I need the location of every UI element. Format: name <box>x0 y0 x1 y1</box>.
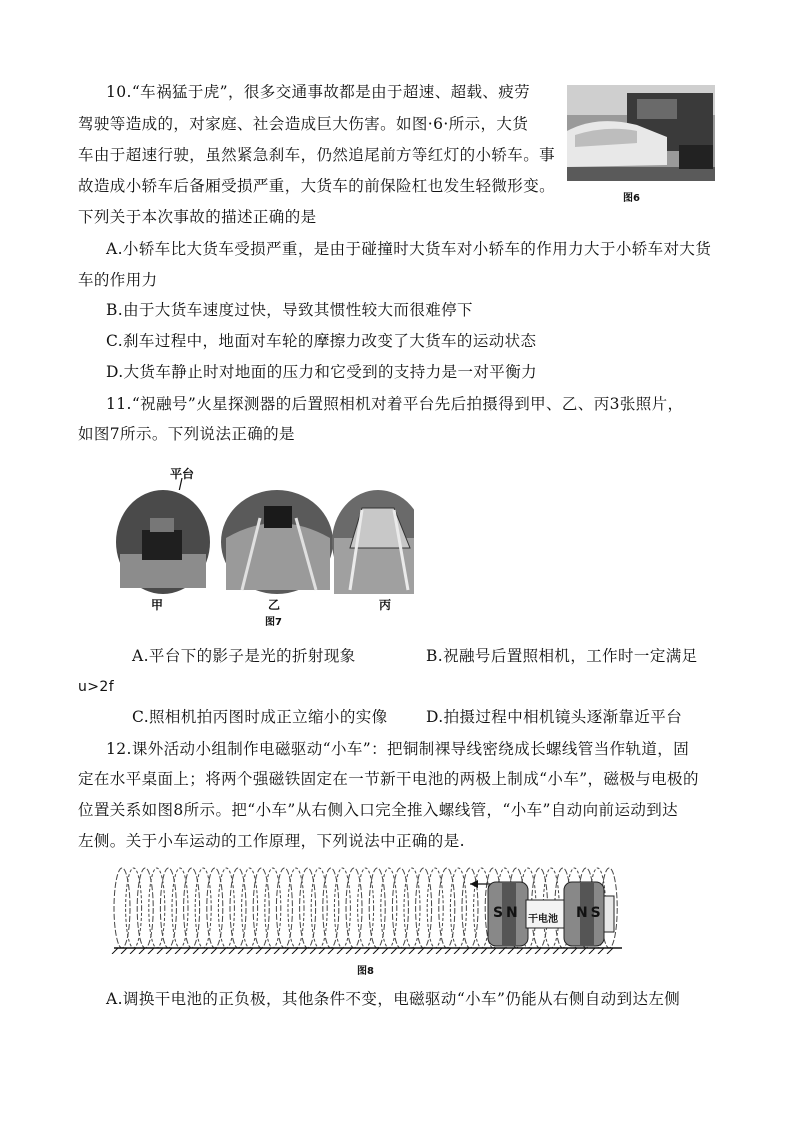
ground-hatch <box>256 948 262 954</box>
ground-hatch <box>391 948 397 954</box>
ground-hatch <box>202 948 208 954</box>
ground-hatch <box>373 948 379 954</box>
ground-hatch <box>220 948 226 954</box>
q10-option-a-line-2: 车的作用力 <box>78 271 158 289</box>
ground-hatch <box>328 948 334 954</box>
ground-hatch <box>112 948 118 954</box>
figure-8-caption: 图8 <box>357 966 374 977</box>
photo-label-bing: 丙 <box>379 598 392 612</box>
q10-option-c: C.刹车过程中，地面对车轮的摩擦力改变了大货车的运动状态 <box>106 332 537 350</box>
coil-loop <box>218 868 234 948</box>
ground-hatch <box>445 948 451 954</box>
ground-hatch <box>454 948 460 954</box>
ground-hatch <box>193 948 199 954</box>
ground-hatch <box>472 948 478 954</box>
ground-hatch <box>571 948 577 954</box>
ground-hatch <box>409 948 415 954</box>
ground-hatch <box>265 948 271 954</box>
coil-loop <box>288 868 304 948</box>
ground-hatch <box>238 948 244 954</box>
photo-label-yi: 乙 <box>268 598 281 612</box>
ground-hatch <box>607 948 613 954</box>
coil-loop <box>358 868 374 948</box>
q11-option-b: B.祝融号后置照相机，工作时一定满足 <box>426 647 698 665</box>
figure-6-caption: 图6 <box>623 193 640 204</box>
q10-option-d: D.大货车静止时对地面的压力和它受到的支持力是一对平衡力 <box>106 363 538 381</box>
ground-hatch <box>355 948 361 954</box>
platform-label: 平台 <box>170 467 195 481</box>
q10-option-a-line-1: A.小轿车比大货车受损严重，是由于碰撞时大货车对小轿车的作用力大于小轿车对大货 <box>106 240 712 258</box>
q10-line-3: 车由于超速行驶，虽然紧急刹车，仍然追尾前方等红灯的小轿车。事 <box>78 146 556 164</box>
ground-hatch <box>598 948 604 954</box>
q11-line-1: 11.“祝融号”火星探测器的后置照相机对着平台先后拍摄得到甲、乙、丙3张照片， <box>106 395 684 413</box>
figure-7-photos <box>114 478 414 594</box>
coil-loop <box>450 868 466 948</box>
ground-hatch <box>310 948 316 954</box>
ground-hatch <box>130 948 136 954</box>
ground-hatch <box>229 948 235 954</box>
ground-hatch <box>463 948 469 954</box>
battery-label: 干电池 <box>528 914 558 925</box>
ground-hatch <box>382 948 388 954</box>
q11-option-b-cont: u>2f <box>78 679 115 695</box>
ground-hatch <box>436 948 442 954</box>
q10-line-1: 10.“车祸猛于虎”，很多交通事故都是由于超速、超载、疲劳 <box>106 83 531 101</box>
ground-hatch <box>418 948 424 954</box>
ground-hatch <box>337 948 343 954</box>
ground-hatch <box>319 948 325 954</box>
coil-loop <box>242 868 258 948</box>
ground-hatch <box>184 948 190 954</box>
coil-loop <box>427 868 443 948</box>
ground-hatch <box>508 948 514 954</box>
ground-hatch <box>517 948 523 954</box>
ground-hatch <box>121 948 127 954</box>
q10-line-5: 下列关于本次事故的描述正确的是 <box>78 208 317 226</box>
ground-hatch <box>283 948 289 954</box>
ground-hatch <box>589 948 595 954</box>
q12-line-2: 定在水平桌面上；将两个强磁铁固定在一节新干电池的两极上制成“小车”，磁极与电极的 <box>78 770 699 788</box>
ground-hatch <box>157 948 163 954</box>
ground-hatch <box>292 948 298 954</box>
q11-option-d: D.拍摄过程中相机镜头逐渐靠近平台 <box>426 708 683 726</box>
coil-loop <box>172 868 188 948</box>
ground-hatch <box>346 948 352 954</box>
q11-option-a: A.平台下的影子是光的折射现象 <box>132 647 356 665</box>
left-magnet-poles: S N <box>493 905 517 921</box>
ground-hatch <box>427 948 433 954</box>
q12-option-a: A.调换干电池的正负极，其他条件不变，电磁驱动“小车”仍能从右侧自动到达左侧 <box>106 990 681 1008</box>
ground-hatch <box>481 948 487 954</box>
ground-hatch <box>148 948 154 954</box>
coil-loop <box>126 868 142 948</box>
ground-hatch <box>499 948 505 954</box>
coil-loop <box>265 868 281 948</box>
ground-hatch <box>247 948 253 954</box>
photo-label-jia: 甲 <box>151 598 164 612</box>
q10-line-4: 故造成小轿车后备厢受损严重，大货车的前保险杠也发生轻微形变。 <box>78 177 556 195</box>
ground-hatch <box>553 948 559 954</box>
q10-line-2: 驾驶等造成的，对家庭、社会造成巨大伤害。如图·6·所示，大货 <box>78 115 529 133</box>
ground-hatch <box>274 948 280 954</box>
ground-hatch <box>526 948 532 954</box>
figure-6-photo <box>567 85 715 181</box>
ground-hatch <box>364 948 370 954</box>
q12-line-4: 左侧。关于小车运动的工作原理，下列说法中正确的是. <box>78 832 465 850</box>
ground-hatch <box>544 948 550 954</box>
coil-loop <box>381 868 397 948</box>
right-magnet-poles: N S <box>576 905 600 921</box>
ground-hatch <box>580 948 586 954</box>
q12-line-3: 位置关系如图8所示。把“小车”从右侧入口完全推入螺线管，“小车”自动向前运动到达 <box>78 801 679 819</box>
ground-hatch <box>211 948 217 954</box>
coil-loop <box>334 868 350 948</box>
ground-hatch <box>535 948 541 954</box>
q10-option-b: B.由于大货车速度过快，导致其惯性较大而很难停下 <box>106 301 473 319</box>
q11-option-c: C.照相机拍丙图时成正立缩小的实像 <box>132 708 388 726</box>
ground-hatch <box>400 948 406 954</box>
ground-hatch <box>139 948 145 954</box>
ground-hatch <box>301 948 307 954</box>
coil-loop <box>474 868 490 948</box>
coil-loop <box>404 868 420 948</box>
coil-loop <box>195 868 211 948</box>
q11-line-2: 如图7所示。下列说法正确的是 <box>78 425 295 443</box>
figure-8-solenoid <box>110 862 630 954</box>
ground-hatch <box>490 948 496 954</box>
figure-7-caption: 图7 <box>265 617 282 628</box>
q12-line-1: 12.课外活动小组制作电磁驱动“小车”：把铜制裸导线密绕成长螺线管当作轨道，固 <box>106 740 690 758</box>
ground-hatch <box>562 948 568 954</box>
coil-loop <box>149 868 165 948</box>
ground-hatch <box>166 948 172 954</box>
ground-hatch <box>175 948 181 954</box>
coil-loop <box>311 868 327 948</box>
